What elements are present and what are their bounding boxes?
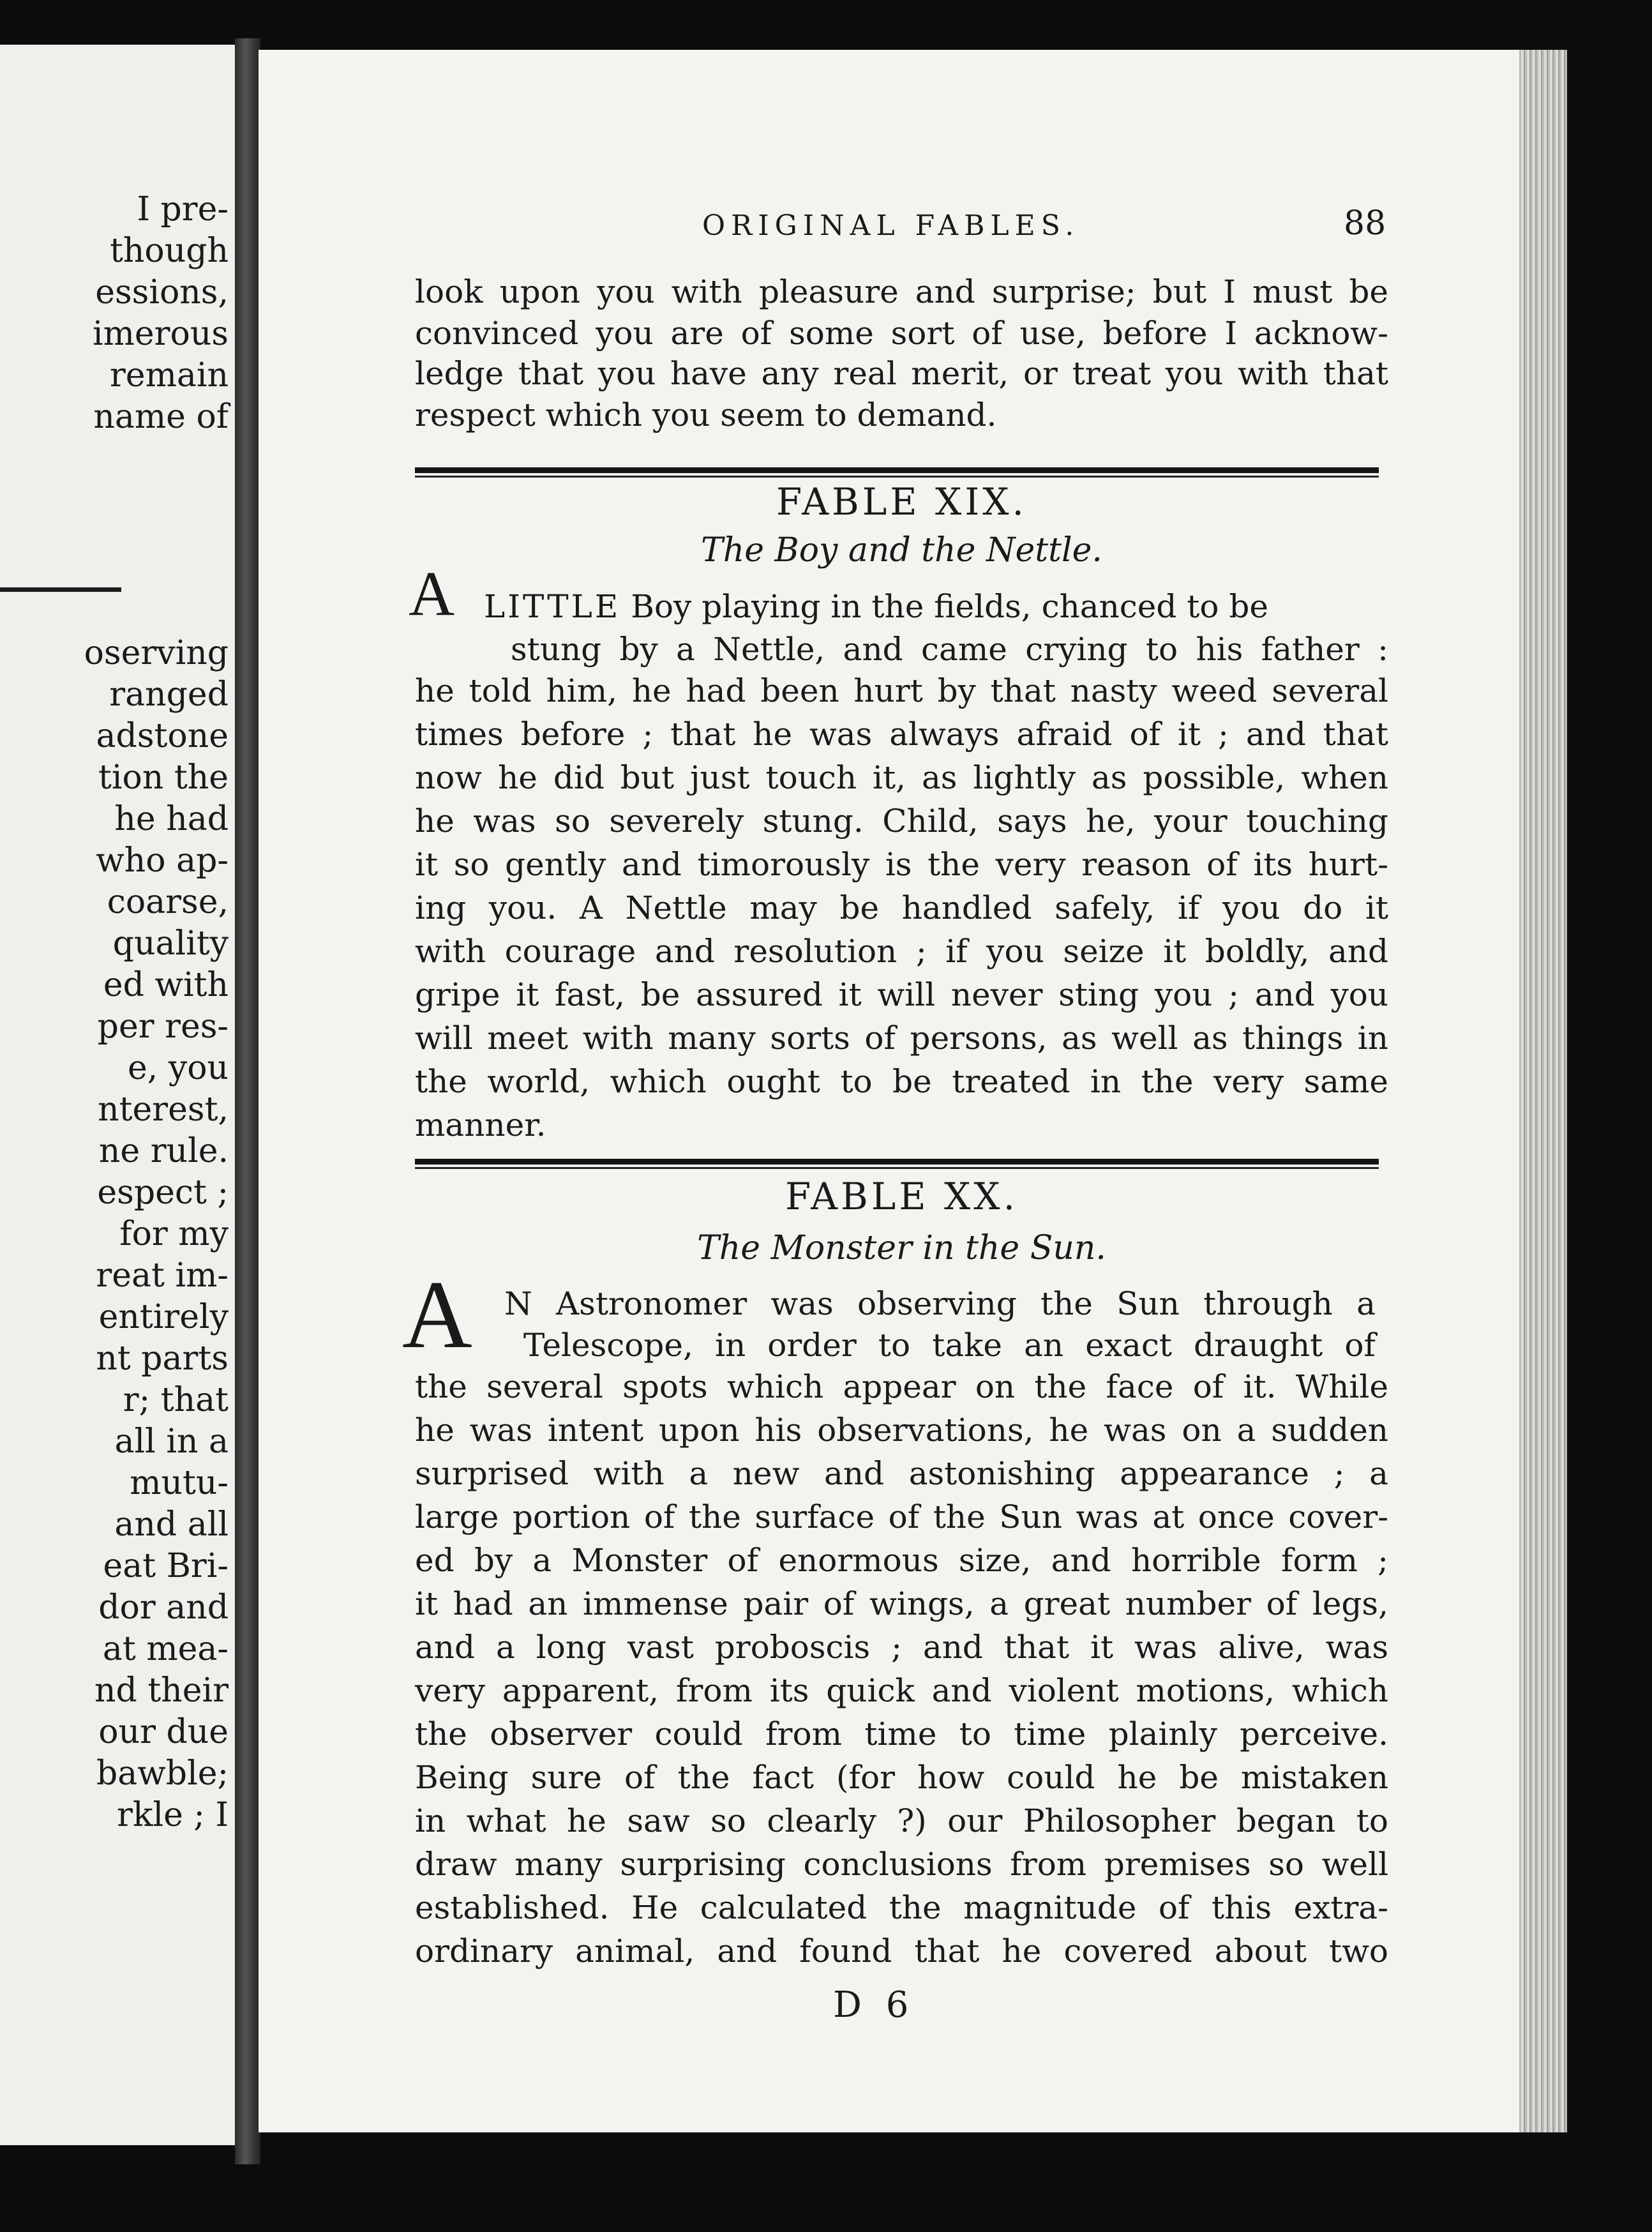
left-page-text-fragment: ranged (109, 675, 229, 714)
drop-cap: A (402, 1261, 472, 1368)
text-line: N Astronomer was observing the Sun through a (504, 1285, 1376, 1322)
left-page-text-fragment: essions, (95, 273, 229, 312)
left-page-text-fragment: for my (119, 1215, 229, 1253)
left-page-text-fragment: per res- (97, 1007, 229, 1046)
left-page-text-fragment: quality (112, 924, 229, 963)
text-line: the several spots which appear on the face of it. While (415, 1368, 1388, 1405)
section-rule (415, 1159, 1379, 1165)
left-page-text-fragment: tion the (98, 758, 229, 797)
first-word: LITTLE (484, 588, 621, 625)
text-line: now he did but just touch it, as lightly as possible, when (415, 759, 1388, 796)
left-page (0, 45, 237, 2145)
text-line: look upon you with pleasure and surprise; but I must be (415, 273, 1388, 310)
left-page-text-fragment: coarse, (107, 883, 229, 921)
text-line (484, 586, 1388, 627)
text-line: will meet with many sorts of persons, as well as things in (415, 1020, 1388, 1057)
left-page-text-fragment: nterest, (98, 1090, 229, 1129)
running-title: ORIGINAL FABLES. (702, 209, 1080, 242)
text-line: very apparent, from its quick and violent motions, which (415, 1672, 1388, 1709)
fable-subtitle: The Boy and the Nettle. (701, 531, 1102, 569)
left-page-text-fragment: at mea- (102, 1630, 229, 1668)
left-page-text-fragment: he had (114, 800, 229, 838)
page-number: 88 (1344, 204, 1386, 243)
left-page-text-fragment: ne rule. (98, 1132, 229, 1170)
left-page-text-fragment: nt parts (96, 1339, 229, 1378)
left-page-text-fragment: reat im- (96, 1256, 229, 1295)
text-line: times before ; that he was always afraid of it ; and that (415, 716, 1388, 753)
text-line: Telescope, in order to take an exact draught of (523, 1327, 1376, 1364)
left-page-rule (0, 587, 121, 592)
left-page-text-fragment: e, you (127, 1049, 229, 1087)
left-page-text-fragment: mutu- (130, 1464, 229, 1502)
left-page-text-fragment: r; that (123, 1381, 229, 1419)
text-line: the world, which ought to be treated in the very same (415, 1063, 1388, 1100)
left-page-text-fragment: rkle ; I (117, 1796, 229, 1834)
left-page-text-fragment: name of (93, 398, 229, 436)
text-line: it had an immense pair of wings, a great number of legs, (415, 1585, 1388, 1622)
text-line: established. He calculated the magnitude of this extra- (415, 1889, 1388, 1926)
section-rule-thin (415, 1167, 1379, 1169)
left-page-text-fragment: all in a (114, 1422, 229, 1461)
left-page-text-fragment: though (110, 232, 229, 270)
left-page-text-fragment: our due (98, 1713, 229, 1751)
text-line: large portion of the surface of the Sun was at once cover- (415, 1498, 1388, 1535)
text-line: in what he saw so clearly ?) our Philosopher began to (415, 1802, 1388, 1839)
fable-title: FABLE XX. (785, 1175, 1019, 1218)
text-line: ing you. A Nettle may be handled safely, if you do it (415, 889, 1388, 926)
book-gutter (235, 38, 260, 2164)
first-line-rest: Boy playing in the fields, chanced to be (631, 588, 1268, 625)
section-rule (415, 467, 1379, 473)
text-line: it so gently and timorously is the very reason of its hurt- (415, 846, 1388, 883)
page-edges (1519, 50, 1567, 2132)
text-line: he was so severely stung. Child, says he, your touching (415, 803, 1388, 840)
text-line: with courage and resolution ; if you seize it boldly, and (415, 933, 1388, 970)
left-page-text-fragment: ed with (103, 966, 229, 1004)
left-page-text-fragment: espect ; (97, 1173, 229, 1212)
text-line: respect which you seem to demand. (415, 396, 997, 434)
text-line: stung by a Nettle, and came crying to his father : (511, 631, 1388, 668)
signature-mark: D 6 (833, 1984, 915, 2026)
text-line: convinced you are of some sort of use, before I acknow- (415, 315, 1388, 352)
section-rule-thin (415, 476, 1379, 478)
text-line: Being sure of the fact (for how could he be mistaken (415, 1759, 1388, 1796)
left-page-text-fragment: bawble; (96, 1754, 229, 1793)
text-line: the observer could from time to time plainly perceive. (415, 1715, 1388, 1753)
text-line: he told him, he had been hurt by that nasty weed several (415, 672, 1388, 709)
text-line: draw many surprising conclusions from premises so well (415, 1846, 1388, 1883)
text-line: gripe it fast, be assured it will never sting you ; and you (415, 976, 1388, 1013)
left-page-text-fragment: and all (114, 1505, 229, 1544)
text-line: and a long vast proboscis ; and that it was alive, was (415, 1629, 1388, 1666)
fable-subtitle: The Monster in the Sun. (697, 1229, 1106, 1267)
left-page-text-fragment: nd their (94, 1671, 229, 1710)
left-page-text-fragment: remain (109, 356, 229, 395)
left-page-text-fragment: oserving (84, 634, 229, 672)
text-line: manner. (415, 1106, 546, 1143)
drop-cap: A (409, 558, 455, 629)
left-page-text-fragment: I pre- (137, 190, 229, 229)
left-page-text-fragment: eat Bri- (103, 1547, 229, 1585)
fable-title: FABLE XIX. (776, 480, 1027, 524)
text-line: he was intent upon his observations, he was on a sudden (415, 1412, 1388, 1449)
text-line: surprised with a new and astonishing appearance ; a (415, 1455, 1388, 1492)
left-page-text-fragment: imerous (92, 315, 229, 353)
text-line: ed by a Monster of enormous size, and horrible form ; (415, 1542, 1388, 1579)
left-page-text-fragment: dor and (98, 1588, 229, 1627)
left-page-text-fragment: adstone (96, 717, 229, 755)
text-line: ordinary animal, and found that he covered about two (415, 1933, 1388, 1970)
left-page-text-fragment: entirely (98, 1298, 229, 1336)
text-line: ledge that you have any real merit, or treat you with that (415, 355, 1388, 392)
left-page-text-fragment: who ap- (96, 841, 229, 880)
